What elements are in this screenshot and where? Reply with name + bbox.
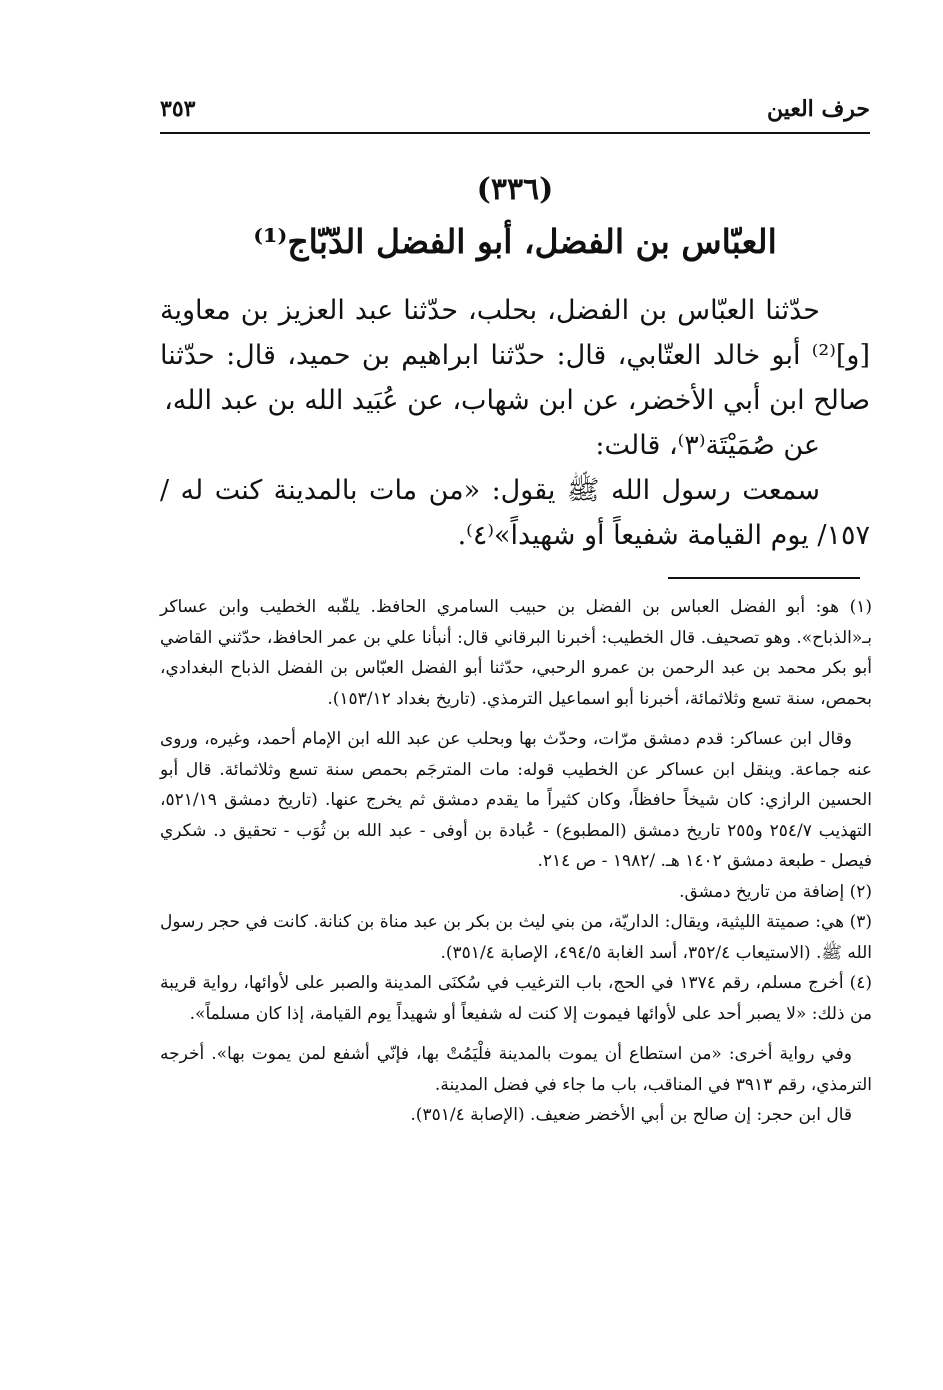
footnote-4: (٤) أخرج مسلم، رقم ١٣٧٤ في الحج، باب الترغيب في سُكنَى المدينة والصبر على لأوائها، رواية قريبة من ذلك: «لا يصبر أحد على لأوائها فيموت إلا كنت له شفيعاً أو شهيداً يوم القيامة، إذا كان مسلماً». (160, 973, 873, 1024)
footnote-4-continued: وفي رواية أخرى: «من استطاع أن يموت بالمدينة فلْيَمُتْ بها، فإنّي أشفع لمن يموت بها». أخرجه الترمذي، رقم ٣٩١٣ في المناقب، باب ما جاء في فضل المدينة. (160, 1044, 872, 1095)
footnote-2: (٢) إضافة من تاريخ دمشق. (679, 881, 872, 902)
section-title: حرف العين (766, 96, 870, 122)
footnote-1: (١) هو: أبو الفضل العباس بن الفضل بن حبيب السامري الحافظ. يلقّبه الخطيب وابن عساكر بـ«الذباح». وهو تصحيف. قال الخطيب: أخبرنا البرقاني قال: أنبأنا علي بن عمر الحافظ، حدّثني القاضي أبو بكر محمد بن عبد الرحمن بن عمرو الرحبي، حدّثنا أبو الفضل العبّاس بن الفضل الذباح البغدادي، بحمص، سنة تسع وثلاثمائة، أخبرنا أبو اسماعيل الترمذي. (تاريخ بغداد ١٥٣/١٢). (160, 597, 872, 709)
narrator-paragraph: عن صُمَيْتَة⁽٣⁾، قالت: (595, 430, 820, 461)
footnote-3: (٣) هي: صميتة الليثية، ويقال: الداريّة، من بني ليث بن بكر بن عبد مناة بن كنانة. كانت في حجر رسول الله ﷺ. (الاستيعاب ٣٥٢/٤، أسد الغابة ٤٩٤/٥، الإصابة ٣٥١/٤). (160, 912, 872, 963)
chain-paragraph: حدّثنا العبّاس بن الفضل، بحلب، حدّثنا عبد العزيز بن معاوية [و]⁽²⁾ أبو خالد العتّابي، قال: حدّثنا ابراهيم بن حميد، قال: حدّثنا صالح ابن أبي الأخضر، عن ابن شهاب، عن عُبَيد الله بن عبد الله، (160, 295, 870, 416)
footnote-4-final: قال ابن حجر: إن صالح بن أبي الأخضر ضعيف. (الإصابة ٣٥١/٤). (410, 1105, 852, 1125)
footnotes (160, 592, 872, 1131)
footnote-separator (668, 577, 860, 579)
entry-number: (٣٣٦) (476, 172, 554, 207)
matn-paragraph: سمعت رسول الله ﷺ يقول: «من مات بالمدينة كنت له /١٥٧/ يوم القيامة شفيعاً أو شهيداً»⁽٤⁾. (160, 475, 870, 551)
hadith-text (160, 288, 870, 558)
entry-title: العبّاس بن الفضل، أبو الفضل الدّبّاج⁽¹⁾ (253, 222, 777, 261)
footnote-1-continued: وقال ابن عساكر: قدم دمشق مرّات، وحدّث بها وبحلب عن عبد الله ابن الإمام أحمد، وغيره، وروى عنه جماعة. وينقل ابن عساكر عن الخطيب قوله: مات المترجَم بحمص سنة تسع وثلاثمائة. قال أبو الحسين الرازي: كان شيخاً حافظاً، وكان كثيراً ما يقدم دمشق ثم يخرج عنها. (تاريخ دمشق ٥٢١/١٩، التهذيب ٢٥٤/٧ و٢٥٥ تاريخ دمشق (المطبوع) - عُبادة بن أوفى - عبد الله بن ثُوَب - تحقيق د. شكري فيصل - طبعة دمشق ١٤٠٢ هـ. /١٩٨٢ - ص ٢١٤. (160, 729, 872, 871)
running-header (160, 90, 870, 134)
page-number: ٣٥٣ (160, 96, 196, 122)
